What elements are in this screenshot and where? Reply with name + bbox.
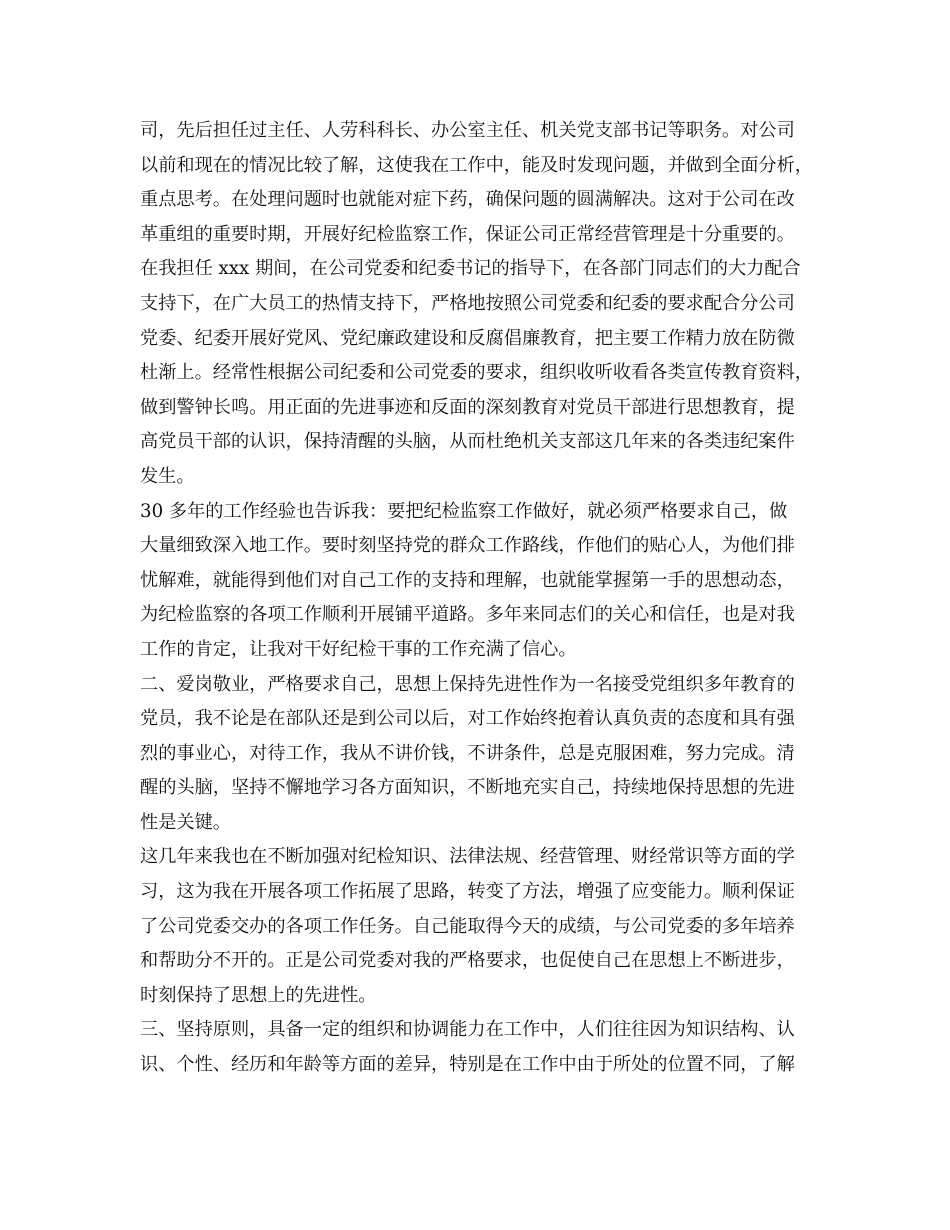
text-line: 习，这为我在开展各项工作拓展了思路，转变了方法，增强了应变能力。顺利保证 xyxy=(140,881,795,903)
text-line: 在我担任 xxx 期间，在公司党委和纪委书记的指导下，在各部门同志们的大力配合 xyxy=(140,258,801,280)
text-line: 这几年来我也在不断加强对纪检知识、法律法规、经营管理、财经常识等方面的学 xyxy=(140,846,795,868)
text-line: 革重组的重要时期，开展好纪检监察工作，保证公司正常经营管理是十分重要的。 xyxy=(140,223,795,245)
text-line: 党员，我不论是在部队还是到公司以后，对工作始终抱着认真负责的态度和具有强 xyxy=(140,708,795,730)
text-line: 为纪检监察的各项工作顺利开展铺平道路。多年来同志们的关心和信任，也是对我 xyxy=(140,604,795,626)
document-body xyxy=(140,114,830,1083)
text-line: 性是关键。 xyxy=(140,811,231,833)
text-line: 司，先后担任过主任、人劳科科长、办公室主任、机关党支部书记等职务。对公司 xyxy=(140,120,795,141)
text-line: 发生。 xyxy=(140,465,195,487)
text-line: 大量细致深入地工作。要时刻坚持党的群众工作路线，作他们的贴心人，为他们排 xyxy=(140,535,795,557)
text-line: 30 多年的工作经验也告诉我：要把纪检监察工作做好，就必须严格要求自己，做 xyxy=(140,500,788,522)
text-line: 以前和现在的情况比较了解，这使我在工作中，能及时发现问题，并做到全面分析， xyxy=(140,154,813,176)
text-line: 做到警钟长鸣。用正面的先进事迹和反面的深刻教育对党员干部进行思想教育，提 xyxy=(140,396,795,418)
text-line: 时刻保持了思想上的先进性。 xyxy=(140,984,377,1006)
text-line: 了公司党委交办的各项工作任务。自己能取得今天的成绩，与公司党委的多年培养 xyxy=(140,915,795,937)
text-line: 高党员干部的认识，保持清醒的头脑，从而杜绝机关支部这几年来的各类违纪案件 xyxy=(140,431,795,453)
text-line: 杜渐上。经常性根据公司纪委和公司党委的要求，组织收听收看各类宣传教育资料， xyxy=(140,362,813,384)
text-line: 党委、纪委开展好党风、党纪廉政建设和反腐倡廉教育，把主要工作精力放在防微 xyxy=(140,327,795,349)
text-line: 忧解难，就能得到他们对自己工作的支持和理解，也就能掌握第一手的思想动态， xyxy=(140,569,795,591)
text-line: 二、爱岗敬业，严格要求自己，思想上保持先进性作为一名接受党组织多年教育的 xyxy=(140,673,795,695)
text-line: 和帮助分不开的。正是公司党委对我的严格要求，也促使自己在思想上不断进步， xyxy=(140,950,795,972)
text-line: 重点思考。在处理问题时也就能对症下药，确保问题的圆满解决。这对于公司在改 xyxy=(140,189,795,211)
text-line: 支持下，在广大员工的热情支持下，严格地按照公司党委和纪委的要求配合分公司 xyxy=(140,292,795,314)
text-line: 工作的肯定，让我对干好纪检干事的工作充满了信心。 xyxy=(140,638,577,660)
text-line: 识、个性、经历和年龄等方面的差异，特别是在工作中由于所处的位置不同，了解 xyxy=(140,1054,795,1076)
text-line: 醒的头脑，坚持不懈地学习各方面知识，不断地充实自己，持续地保持思想的先进 xyxy=(140,777,795,799)
text-line: 烈的事业心，对待工作，我从不讲价钱，不讲条件，总是克服困难，努力完成。清 xyxy=(140,742,795,764)
text-line: 三、坚持原则，具备一定的组织和协调能力在工作中，人们往往因为知识结构、认 xyxy=(140,1019,795,1041)
